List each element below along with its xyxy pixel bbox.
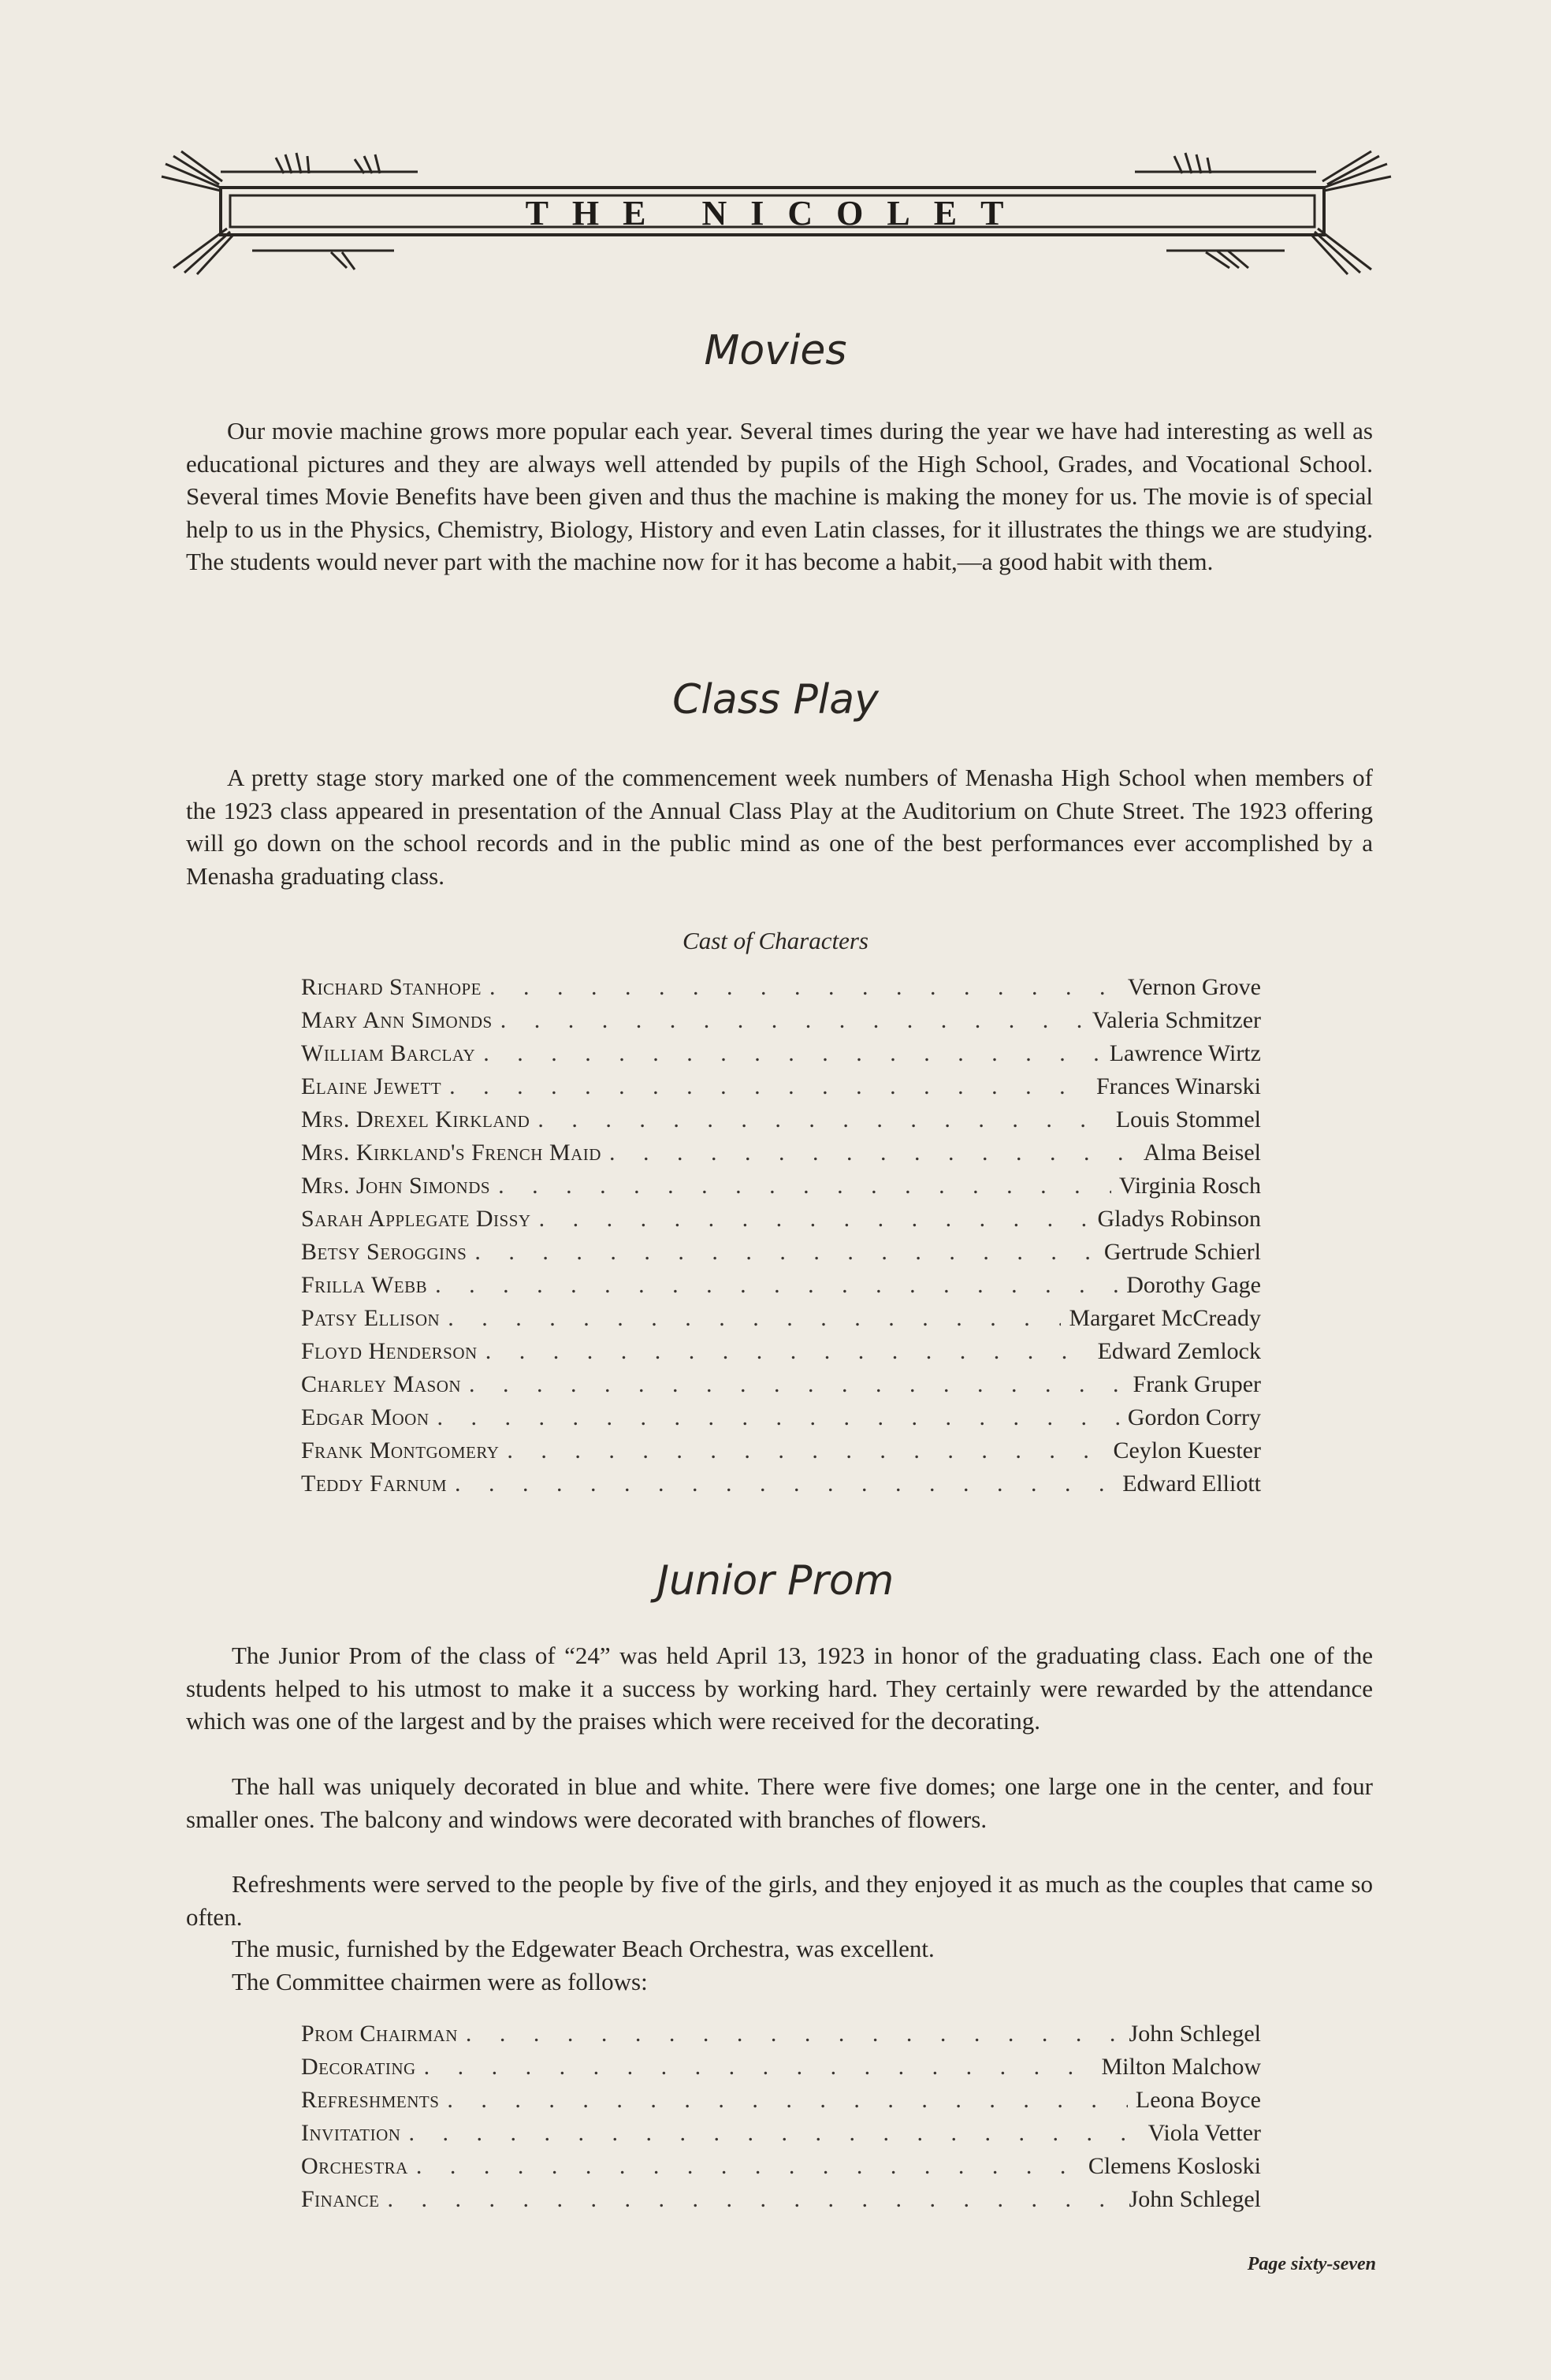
cast-actor: Margaret McCready (1069, 1305, 1261, 1331)
cast-actor: Dorothy Gage (1126, 1272, 1261, 1298)
leader-dots (498, 1170, 1111, 1203)
leader-dots (507, 1434, 1105, 1467)
publication-title: THE NICOLET (525, 194, 1028, 232)
committee-name: John Schlegel (1129, 2186, 1261, 2212)
cast-actor: Virginia Rosch (1118, 1173, 1261, 1199)
leader-dots (609, 1136, 1136, 1170)
cast-row (301, 1170, 1261, 1203)
leader-dots (408, 2117, 1140, 2150)
leader-dots (500, 1004, 1084, 1037)
committee-list (301, 2017, 1261, 2216)
leader-dots (388, 2183, 1121, 2216)
cast-heading: Cast of Characters (683, 927, 868, 954)
cast-role: Mrs. Kirkland's French Maid (301, 1140, 601, 1166)
cast-actor: Edward Elliott (1122, 1471, 1261, 1497)
cast-row (301, 1302, 1261, 1335)
cast-role: Betsy Seroggins (301, 1239, 467, 1265)
committee-name: Viola Vetter (1147, 2120, 1261, 2146)
leader-dots (474, 1236, 1096, 1269)
leader-dots (539, 1203, 1090, 1236)
cast-row (301, 1269, 1261, 1302)
cast-actor: Louis Stommel (1115, 1106, 1261, 1132)
cast-actor: Vernon Grove (1127, 974, 1261, 1000)
committee-name: Leona Boyce (1135, 2087, 1261, 2113)
cast-row (301, 1103, 1261, 1136)
leader-dots (424, 2051, 1094, 2084)
cast-list (301, 971, 1261, 1501)
cast-role: Floyd Henderson (301, 1338, 478, 1364)
cast-role: Charley Mason (301, 1371, 462, 1397)
committee-row (301, 2117, 1261, 2150)
committee-name: John Schlegel (1129, 2021, 1261, 2047)
cast-role: Elaine Jewett (301, 1073, 442, 1099)
committee-role: Finance (301, 2186, 380, 2212)
cast-actor: Frank Gruper (1133, 1371, 1261, 1397)
cast-actor: Lawrence Wirtz (1109, 1040, 1261, 1066)
page-number: Page sixty-seven (1247, 2254, 1376, 2274)
cast-row (301, 1070, 1261, 1103)
cast-role: Frank Montgomery (301, 1437, 500, 1463)
cast-role: Mrs. John Simonds (301, 1173, 491, 1199)
cast-row (301, 1004, 1261, 1037)
movies-paragraph: Our movie machine grows more popular each year. Several times during the year we have had interesting as well as educational pictures and they are always well attended by pupils of the High School, Grades, and Vocational School. Several times Movie Benefits have been given and thus the machine is making the money for us. The movie is of special help to us in the Physics, Chemistry, Biology, History and even Latin classes, for it illustrates the things we are studying. The students would never part with the machine now for it has become a habit,—a good habit with them. (186, 417, 1373, 575)
junior-prom-paragraph: Refreshments were served to the people by five of the girls, and they enjoyed it as much as the couples that came so often. (186, 1870, 1373, 1931)
class-play-paragraph: A pretty stage story marked one of the commencement week numbers of Menasha High School when members of the 1923 class appeared in presentation of the Annual Class Play at the Auditorium on Chute Street. The 1923 offering will go down on the school records and in the public mind as one of the best performances ever accomplished by a Menasha graduating class. (186, 764, 1373, 890)
committee-role: Prom Chairman (301, 2021, 458, 2047)
cast-row (301, 1136, 1261, 1170)
leader-dots (455, 1467, 1114, 1501)
leader-dots (469, 1368, 1125, 1401)
cast-row (301, 1434, 1261, 1467)
leader-dots (447, 2084, 1128, 2117)
cast-row (301, 971, 1261, 1004)
cast-actor: Frances Winarski (1095, 1073, 1261, 1099)
committee-name: Clemens Kosloski (1088, 2153, 1261, 2179)
committee-row (301, 2150, 1261, 2183)
junior-prom-paragraph: The Junior Prom of the class of “24” was held April 13, 1923 in honor of the graduating class. Each one of the students helped to his utmost to make it a success by working hard. They certainly were rewarded by the attendance which was one of the largest and by the praises which were received for the decorating. (186, 1642, 1373, 1735)
leader-dots (449, 1070, 1088, 1103)
cast-actor: Ceylon Kuester (1113, 1437, 1261, 1463)
leader-dots (537, 1103, 1107, 1136)
committee-row (301, 2183, 1261, 2216)
committee-row (301, 2017, 1261, 2051)
junior-prom-heading: Junior Prom (656, 1557, 895, 1605)
cast-role: William Barclay (301, 1040, 476, 1066)
cast-actor: Gordon Corry (1127, 1404, 1261, 1430)
committee-role: Refreshments (301, 2087, 440, 2113)
cast-role: Patsy Ellison (301, 1305, 441, 1331)
cast-role: Frilla Webb (301, 1272, 428, 1298)
leader-dots (483, 1037, 1101, 1070)
cast-row (301, 1467, 1261, 1501)
cast-row (301, 1401, 1261, 1434)
cast-row (301, 1236, 1261, 1269)
leader-dots (466, 2017, 1121, 2051)
cast-role: Mrs. Drexel Kirkland (301, 1106, 530, 1132)
cast-actor: Valeria Schmitzer (1092, 1007, 1261, 1033)
movies-heading: Movies (704, 327, 847, 374)
cast-row (301, 1203, 1261, 1236)
cast-row (301, 1037, 1261, 1070)
cast-actor: Gladys Robinson (1097, 1206, 1261, 1232)
page-header-banner (158, 150, 1395, 276)
committee-role: Invitation (301, 2120, 401, 2146)
cast-row (301, 1368, 1261, 1401)
cast-actor: Gertrude Schierl (1103, 1239, 1261, 1265)
cast-role: Sarah Applegate Dissy (301, 1206, 531, 1232)
committee-name: Milton Malchow (1101, 2054, 1261, 2080)
class-play-heading: Class Play (672, 676, 879, 723)
cast-role: Richard Stanhope (301, 974, 482, 1000)
leader-dots (416, 2150, 1080, 2183)
cast-actor: Edward Zemlock (1097, 1338, 1261, 1364)
leader-dots (448, 1302, 1061, 1335)
leader-dots (435, 1269, 1118, 1302)
cast-role: Teddy Farnum (301, 1471, 448, 1497)
junior-prom-paragraph: The Committee chairmen were as follows: (232, 1968, 648, 1995)
leader-dots (485, 1335, 1090, 1368)
cast-role: Mary Ann Simonds (301, 1007, 493, 1033)
cast-row (301, 1335, 1261, 1368)
committee-role: Orchestra (301, 2153, 408, 2179)
committee-row (301, 2051, 1261, 2084)
committee-role: Decorating (301, 2054, 416, 2080)
cast-role: Edgar Moon (301, 1404, 430, 1430)
committee-row (301, 2084, 1261, 2117)
leader-dots (489, 971, 1120, 1004)
cast-actor: Alma Beisel (1143, 1140, 1261, 1166)
leader-dots (437, 1401, 1120, 1434)
junior-prom-paragraph: The hall was uniquely decorated in blue and white. There were five domes; one large one in the center, and four smaller ones. The balcony and windows were decorated with branches of flowers. (186, 1772, 1373, 1833)
junior-prom-paragraph: The music, furnished by the Edgewater Beach Orchestra, was excellent. (232, 1935, 935, 1962)
